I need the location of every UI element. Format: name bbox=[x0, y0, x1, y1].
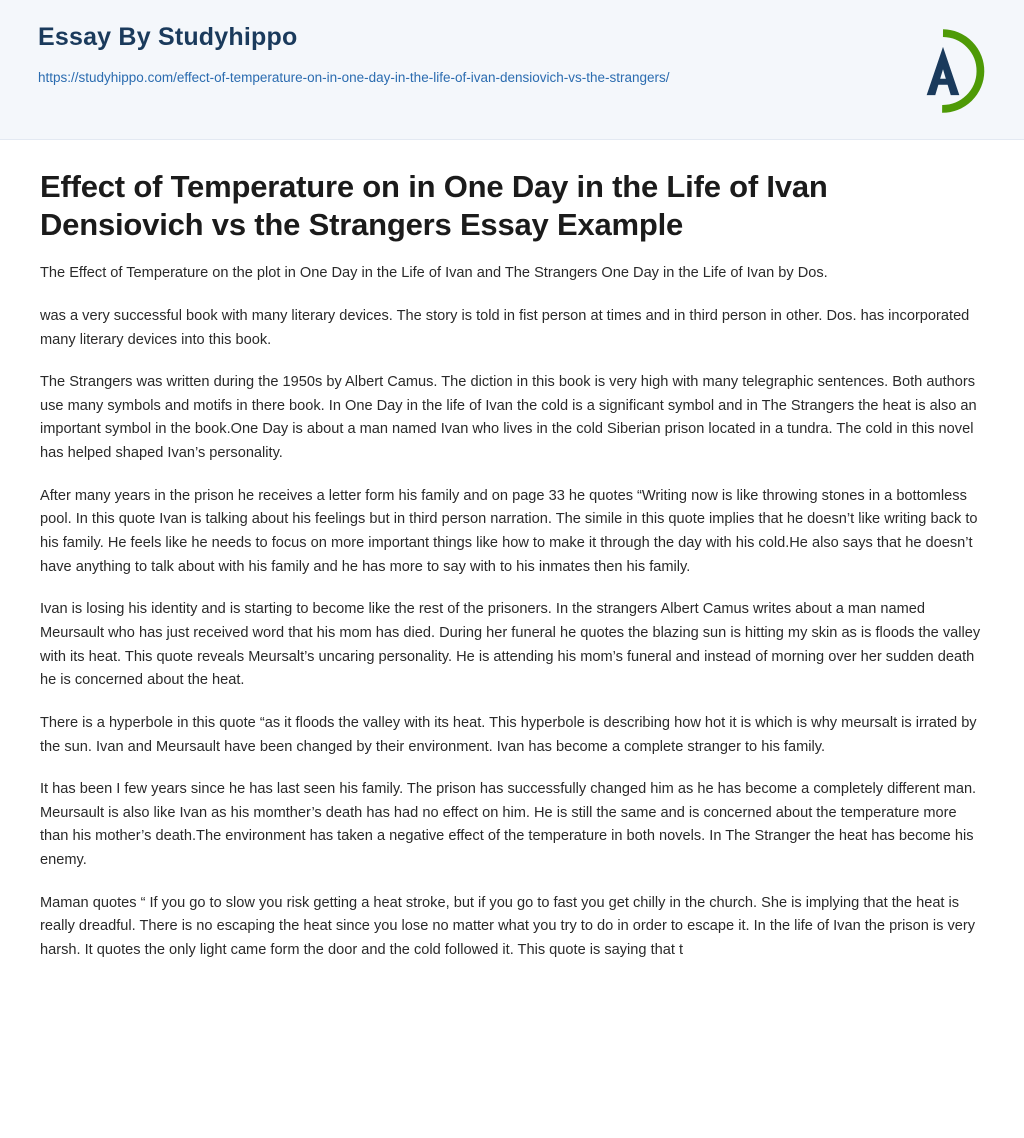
paragraph: There is a hyperbole in this quote “as it floods the valley with its heat. This hyperbole is describing how hot it is which is why meursalt is irrated by the sun. Ivan and Meursault have been changed by their environment. Ivan has become a complete stranger to his family. bbox=[40, 714, 977, 755]
paragraph: The Strangers was written during the 1950s by Albert Camus. The diction in this book is very high with many telegraphic sentences. Both authors use many symbols and motifs in there book. In One Day in the life of Ivan the cold is a significant symbol and in The Strangers the heat is also an important symbol in the book.One Day is about a man named Ivan who lives in the cold Siberian prison located in a tundra. The cold in this novel has helped shaped Ivan’s personality. bbox=[40, 374, 977, 462]
paragraph: Ivan is losing his identity and is starting to become like the rest of the prisoners. In the strangers Albert Camus writes about a man named Meursault who has just received word that his mom has died. During her funeral he quotes the blazing sun is hitting my skin as is floods the valley with its heat. This quote reveals Meursalt’s uncaring personality. He is attending his mom’s funeral and instead of morning over her sudden death he is concerned about the heat. bbox=[40, 601, 981, 689]
source-url-link[interactable]: https://studyhippo.com/effect-of-temperature-on-in-one-day-in-the-life-of-ivan-densiovich-vs-the-strangers/ bbox=[38, 69, 670, 85]
studyhippo-a-logo-icon bbox=[900, 28, 986, 114]
paragraph: After many years in the prison he receives a letter form his family and on page 33 he quotes “Writing now is like throwing stones in a bottomless pool. In this quote Ivan is talking about his feelings but in third person narration. The simile in this quote implies that he doesn’t like writing back to his family. He feels like he needs to focus on more important things like how to make it through the day with his cold.He also says that he doesn’t have anything to talk about with his family and he has more to say with to his inmates then his family. bbox=[40, 487, 978, 575]
page-header bbox=[0, 0, 1024, 140]
paragraph: The Effect of Temperature on the plot in One Day in the Life of Ivan and The Strangers One Day in the Life of Ivan by Dos. bbox=[40, 265, 828, 282]
paragraph: Maman quotes “ If you go to slow you risk getting a heat stroke, but if you go to fast you get chilly in the church. She is implying that the heat is really dreadful. There is no escaping the heat since you lose no matter what you try to do in order to escape it. In the life of Ivan the prison is very harsh. It quotes the only light came form the door and the cold followed it. This quote is saying that t bbox=[40, 894, 976, 958]
paragraph: It has been I few years since he has last seen his family. The prison has successfully changed him as he has become a completely different man. Meursault is also like Ivan as his momther’s death has had no effect on him. He is still the same and is concerned about the temperature more than his mother’s death.The environment has taken a negative effect of the temperature in both novels. In The Stranger the heat has become his enemy. bbox=[40, 781, 977, 869]
paragraph: was a very successful book with many literary devices. The story is told in fist person at times and in third person in other. Dos. has incorporated many literary devices into this book. bbox=[40, 307, 970, 348]
page-title: Effect of Temperature on in One Day in the Life of Ivan Densiovich vs the Strangers Essay Example bbox=[40, 169, 828, 243]
site-brand-title: Essay By Studyhippo bbox=[38, 23, 298, 51]
article-body bbox=[0, 140, 1024, 993]
